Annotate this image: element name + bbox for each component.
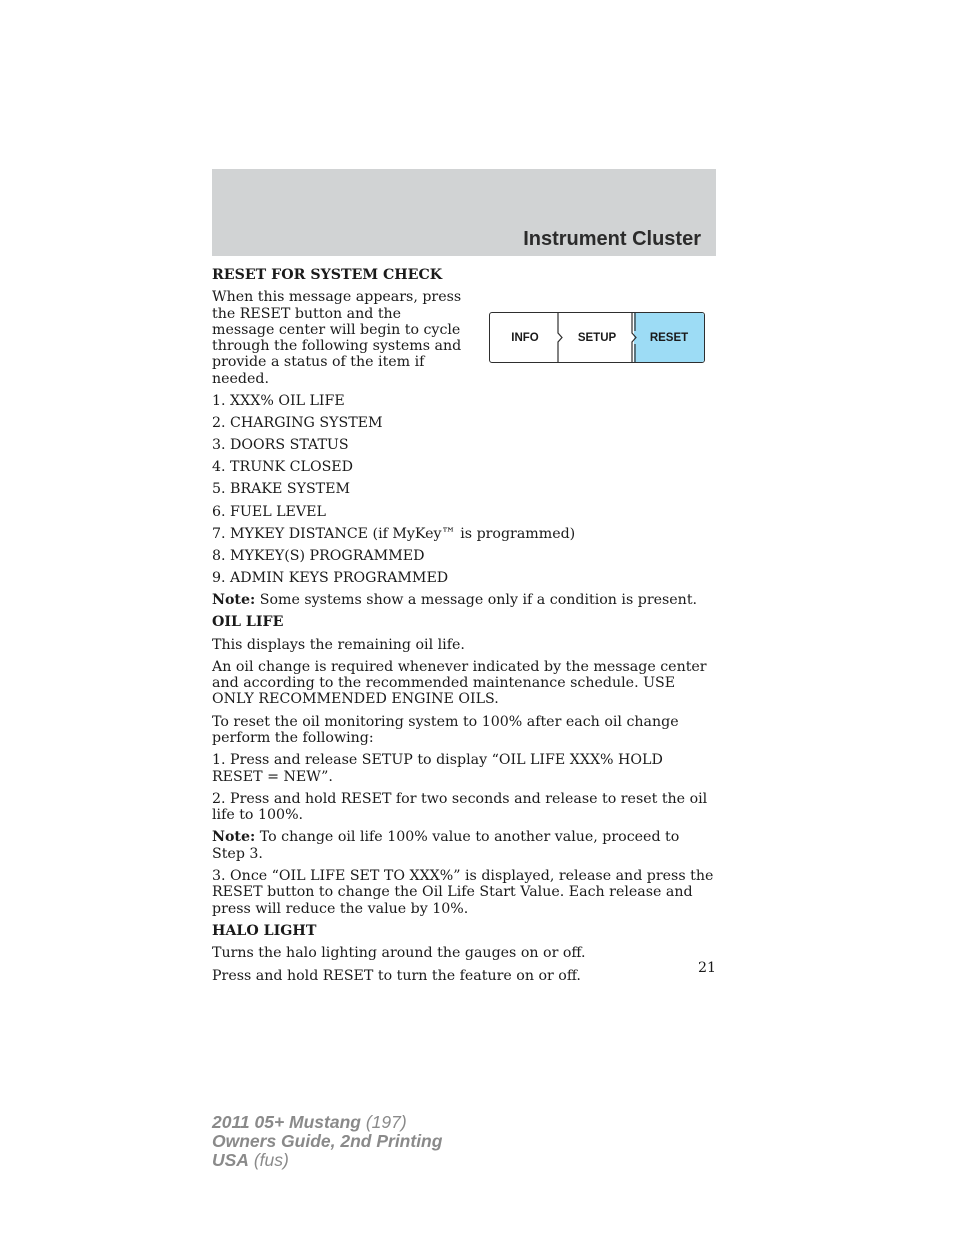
- system-check-list: [212, 393, 716, 586]
- page-number: 21: [697, 960, 716, 976]
- note-label: Note:: [212, 829, 256, 846]
- note-label: Note:: [212, 591, 256, 608]
- oil-life-note: [212, 829, 716, 862]
- oil-life-p2: An oil change is required whenever indicated by the message center and according to the recommended maintenance schedule. USE ONLY RECOMMENDED ENGINE OILS.: [212, 658, 707, 708]
- footer-market: USA: [212, 1150, 249, 1170]
- panel-divider-icon: [631, 313, 637, 362]
- list-item: 7. MYKEY DISTANCE (if MyKey™ is programmed): [212, 525, 576, 542]
- button-panel-illustration: [489, 312, 705, 363]
- halo-light-heading: HALO LIGHT: [212, 922, 317, 939]
- section-header: [212, 169, 716, 256]
- note-text: To change oil life 100% value to another value, proceed to Step 3.: [212, 829, 680, 862]
- list-item: 9. ADMIN KEYS PROGRAMMED: [212, 569, 449, 586]
- panel-divider-icon: [557, 313, 563, 362]
- footer-model-code: (197): [360, 1112, 407, 1132]
- setup-label: SETUP: [577, 331, 617, 344]
- info-label: INFO: [511, 331, 539, 344]
- footer-guide: Owners Guide, 2nd Printing: [212, 1131, 443, 1151]
- list-item: 3. DOORS STATUS: [212, 437, 349, 454]
- note-text: Some systems show a message only if a condition is present.: [255, 591, 698, 608]
- footer-line-3: [212, 1151, 442, 1170]
- reset-button-illustration: [634, 313, 704, 362]
- list-item: 8. MYKEY(S) PROGRAMMED: [212, 547, 425, 564]
- page-content: [212, 267, 716, 990]
- reset-intro: [212, 289, 716, 393]
- list-item: 5. BRAKE SYSTEM: [212, 481, 351, 498]
- oil-life-step2: 2. Press and hold RESET for two seconds and release to reset the oil life to 100%.: [212, 790, 708, 824]
- setup-button-illustration: [560, 313, 634, 362]
- list-item: 6. FUEL LEVEL: [212, 503, 326, 520]
- reset-intro-text: When this message appears, press the RESET button and the message center will begin to cycle through the following systems and provide a status of the item if needed.: [212, 289, 462, 387]
- oil-life-step3: 3. Once “OIL LIFE SET TO XXX%” is displayed, release and press the RESET button to change the Oil Life Start Value. Each release and press will reduce the value by 10%.: [212, 868, 714, 917]
- oil-life-p1: This displays the remaining oil life.: [212, 636, 465, 653]
- document-footer: [212, 1113, 442, 1170]
- info-button-illustration: [490, 313, 560, 362]
- footer-line-1: [212, 1113, 442, 1132]
- list-item: 4. TRUNK CLOSED: [212, 459, 354, 476]
- halo-light-p2: Press and hold RESET to turn the feature on or off.: [212, 967, 581, 984]
- oil-life-p3: To reset the oil monitoring system to 100% after each oil change perform the following:: [212, 713, 679, 746]
- footer-market-code: (fus): [248, 1150, 289, 1170]
- halo-light-p1: Turns the halo lighting around the gauges on or off.: [212, 945, 586, 962]
- footer-line-2: [212, 1132, 442, 1151]
- reset-heading: RESET FOR SYSTEM CHECK: [212, 267, 443, 283]
- oil-life-step1: 1. Press and release SETUP to display “OIL LIFE XXX% HOLD RESET = NEW”.: [212, 752, 663, 785]
- reset-note: [212, 592, 716, 608]
- section-title: Instrument Cluster: [523, 228, 701, 250]
- footer-model: 2011 05+ Mustang: [212, 1112, 361, 1132]
- oil-life-heading: OIL LIFE: [212, 614, 284, 631]
- list-item: 1. XXX% OIL LIFE: [212, 393, 345, 410]
- list-item: 2. CHARGING SYSTEM: [212, 415, 383, 432]
- reset-label: RESET: [649, 331, 689, 344]
